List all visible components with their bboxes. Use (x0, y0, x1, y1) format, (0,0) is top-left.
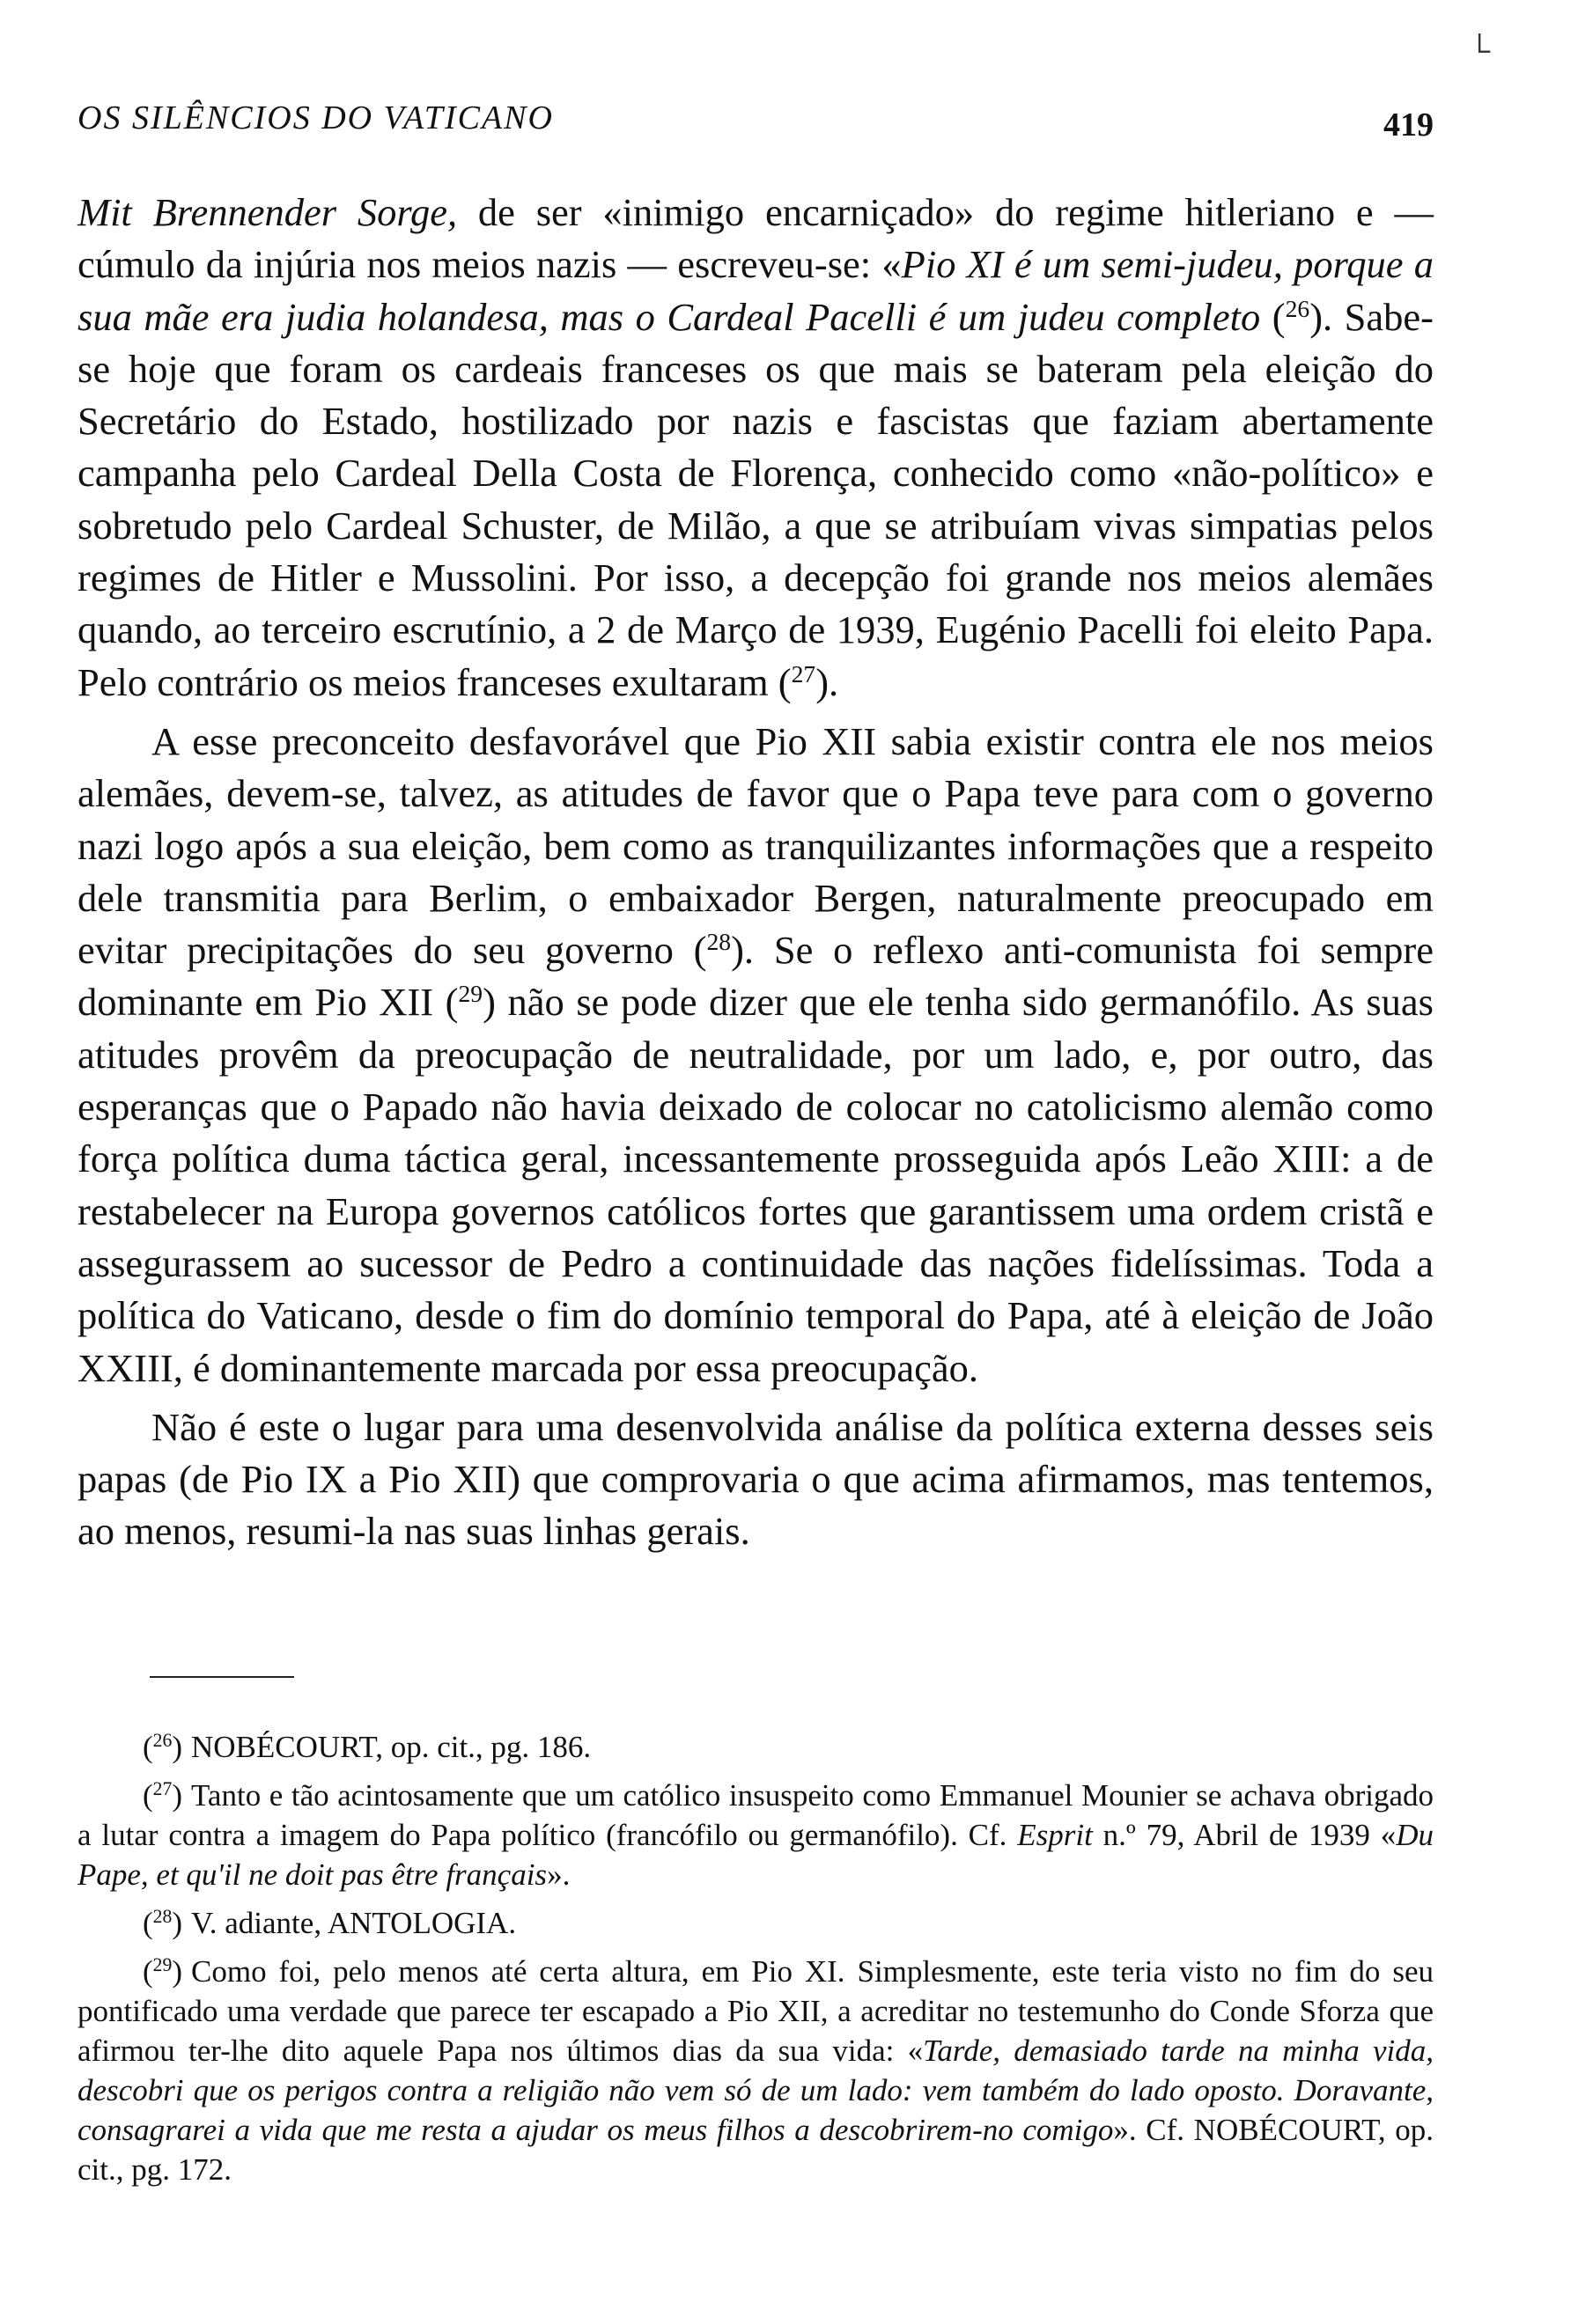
text-run: ). (815, 659, 839, 704)
footnote-label: ($^{27}$) (143, 1778, 182, 1813)
text-run: V. adiante, ANTOLOGIA. (191, 1906, 517, 1940)
footnote-label: ($^{29}$) (143, 1954, 182, 1989)
footnote-number: 27 (152, 1778, 173, 1800)
italic-text: Mit Brennender Sorge, (77, 190, 458, 234)
text-run: de ser «inimigo encarniçado» do regime hitleriano e — cúmulo da injúria nos meios nazis — escreveu-se: « (77, 190, 1434, 287)
text-run: Tanto e tão acintosamente que um católico insuspeito como Emmanuel Mounier se achava obrigado a lutar contra a imagem do Papa político (francófilo ou germanófilo). Cf. (77, 1778, 1434, 1852)
text-run: ) não se pode dizer que ele tenha sido germanófilo. As suas atitudes provêm da preocupação de neutralidade, por um lado, e, por outro, das esperanças que o Papado não havia deixado de colocar no catolicismo alemão como força política duma táctica geral, incessantemente prosseguida após Leão XIII: a de restabelecer na Europa governos católicos fortes que garantissem uma ordem cristã e assegurassem ao sucessor de Pedro a continuidade das nações fidelíssimas. Toda a política do Vaticano, desde o fim do domínio temporal do Papa, até à eleição de João XXIII, é dominantemente marcada por essa preocupação. (77, 980, 1434, 1390)
running-title: OS SILÊNCIOS DO VATICANO (77, 99, 554, 136)
footnote-ref: 26 (1285, 294, 1310, 322)
footnote (77, 1903, 1434, 1943)
italic-text: Du Pape, et qu'il ne doit pas être français (77, 1818, 1434, 1892)
italic-text: Tarde, demasiado tarde na minha vida, descobri que os perigos contra a religião não vem só de um lado: vem também do lado oposto. Doravante, consagrarei a vida que me resta a ajudar os meus filhos a descobrirem-no comigo (77, 2034, 1434, 2147)
text-run: Como foi, pelo menos até certa altura, em Pio XI. Simplesmente, este teria visto no fim do seu pontificado uma verdade que parece ter escapado a Pio XII, a acreditar no testemunho do Conde Sforza que afirmou ter-lhe dito aquele Papa nos últimos dias da sua vida: « (77, 1954, 1434, 2068)
footnote-number: 26 (152, 1730, 173, 1752)
page-header (77, 99, 1434, 151)
footnote-label: ($^{26}$) (143, 1730, 182, 1764)
page-number: 419 (1383, 107, 1434, 143)
paragraph (77, 716, 1434, 1394)
footnote-divider (150, 1676, 294, 1678)
footnote-ref: 27 (791, 659, 816, 688)
corner-pen-mark: └ (1469, 35, 1491, 68)
paragraph (77, 1401, 1434, 1558)
text-run: A esse preconceito desfavorável que Pio XII sabia existir contra ele nos meios alemães, devem-se, talvez, as atitudes de favor que o Papa teve para com o governo nazi logo após a sua eleição, bem como as tranquilizantes informações que a respeito dele transmitia para Berlim, o embaixador Bergen, naturalmente preocupado em evitar precipitações do seu governo ( (77, 718, 1434, 973)
footnotes (77, 1727, 1434, 2198)
footnote-number: 29 (152, 1954, 173, 1976)
footnote-ref: 28 (706, 927, 732, 955)
footnote (77, 1952, 1434, 2189)
text-run: Não é este o lugar para uma desenvolvida análise da política externa desses seis papas (de Pio IX a Pio XII) que comprovaria o que acima afirmamos, mas tentemos, ao menos, resumi-la nas suas linhas gerais. (77, 1404, 1434, 1554)
footnote (77, 1776, 1434, 1894)
paragraph (77, 187, 1434, 709)
footnote-label: ($^{28}$) (143, 1906, 182, 1940)
body-text (77, 187, 1434, 1558)
italic-text: Esprit (1017, 1818, 1093, 1852)
text-run: ). Se o reflexo anti-comunista foi sempre dominante em Pio XII ( (77, 928, 1434, 1025)
text-run: NOBÉCOURT, op. cit., pg. 186. (191, 1730, 592, 1764)
text-run: ). Sabe-se hoje que foram os cardeais franceses os que mais se bateram pela eleição do Secretário do Estado, hostilizado por nazis e fascistas que faziam abertamente campanha pelo Cardeal Della Costa de Florença, conhecido como «não-político» e sobretudo pelo Cardeal Schuster, de Milão, a que se atribuíam vivas simpatias pelos regimes de Hitler e Mussolini. Por isso, a decepção foi grande nos meios alemães quando, ao terceiro escrutínio, a 2 de Março de 1939, Eugénio Pacelli foi eleito Papa. Pelo contrário os meios franceses exultaram ( (77, 294, 1434, 704)
italic-text: Pio XI é um semi-judeu, porque a sua mãe era judia holandesa, mas o Cardeal Pacelli é um judeu completo (77, 242, 1434, 339)
footnote (77, 1727, 1434, 1767)
footnote-ref: 29 (458, 980, 483, 1008)
text-run: ( (1260, 294, 1286, 339)
text-run: n.º 79, Abril de 1939 « (1092, 1818, 1397, 1852)
footnote-number: 28 (152, 1906, 173, 1928)
text-run: ». (547, 1857, 571, 1892)
text-run: ». Cf. NOBÉCOURT, op. cit., pg. 172. (77, 2113, 1434, 2187)
